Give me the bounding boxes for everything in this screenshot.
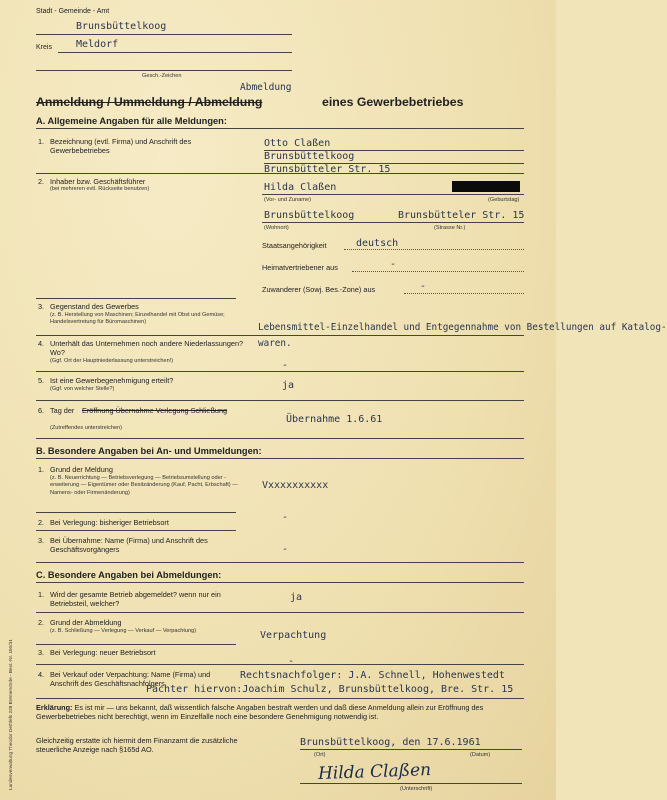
b2-number: 2. bbox=[38, 518, 45, 527]
b2-label: Bei Verlegung: bisheriger Betriebsort bbox=[50, 518, 169, 527]
datum-caption: (Datum) bbox=[470, 752, 491, 758]
erklaerung-block bbox=[36, 703, 528, 721]
a3-number: 3. bbox=[38, 302, 45, 311]
b1-note: (z. B. Neuerrichtung — Betriebsverlegung — Betriebsumstellung oder -erweiterung — Eigentümer oder Besitzänderung (Kauf, Pacht, Erbschaft) — Namens- oder Firmenänderung) bbox=[50, 475, 238, 496]
a6-label: Tag der bbox=[50, 406, 75, 415]
birthdate-redaction bbox=[452, 181, 520, 192]
c4-number: 4. bbox=[38, 670, 45, 679]
c2-note: (z. B. Schließung — Verlegung — Verkauf — Verpachtung) bbox=[50, 628, 197, 634]
kreis-value: Meldorf bbox=[76, 39, 119, 50]
gesch-zeichen-label: Gesch.-Zeichen bbox=[142, 73, 182, 79]
a3-answer-line2: waren. bbox=[258, 338, 292, 349]
a6-number: 6. bbox=[38, 406, 45, 415]
b1-number: 1. bbox=[38, 465, 45, 474]
section-b-heading: B. Besondere Angaben bei An- und Ummeldungen: bbox=[36, 446, 262, 456]
a4-label: Unterhält das Unternehmen noch andere Niederlassungen? Wo? bbox=[50, 339, 244, 357]
finanzamt-text: Gleichzeitig erstatte ich hiermit dem Finanzamt die zusätzliche steuerliche Anzeige nach §165d AO. bbox=[36, 736, 238, 754]
name-caption: (Vor- und Zuname) bbox=[264, 197, 311, 203]
a1-answer-line1: Otto Claßen bbox=[264, 138, 331, 149]
a5-number: 5. bbox=[38, 376, 45, 385]
a6-options-struck: Eröffnung Übernahme Verlegung Schließung bbox=[82, 406, 228, 415]
staat-value: deutsch bbox=[356, 238, 399, 249]
a1-label: Bezeichnung (evtl. Firma) und Anschrift des Gewerbebetriebes bbox=[50, 137, 192, 155]
a6-answer: Übernahme 1.6.61 bbox=[286, 414, 383, 425]
wohnort-caption: (Wohnort) bbox=[264, 225, 289, 231]
zuwanderer-label: Zuwanderer (Sowj. Bes.-Zone) aus bbox=[262, 285, 376, 294]
section-c-heading: C. Besondere Angaben bei Abmeldungen: bbox=[36, 570, 222, 580]
c1-number: 1. bbox=[38, 590, 45, 599]
c4-answer-line1: Rechtsnachfolger: J.A. Schnell, Hohenwestedt bbox=[240, 670, 505, 681]
c4-label: Bei Verkauf oder Verpachtung: Name (Firma) und Anschrift des Geschäftsnachfolgers bbox=[50, 670, 211, 688]
c2-number: 2. bbox=[38, 618, 45, 627]
c4-answer-line2: Pächter hiervon:Joachim Schulz, Brunsbüttelkoog, Bre. Str. 15 bbox=[146, 684, 514, 695]
stadt-value: Brunsbüttelkoog bbox=[76, 21, 167, 32]
erklaerung-heading: Erklärung: bbox=[36, 703, 73, 712]
erklaerung-text: Es ist mir — uns bekannt, daß wissentlich falsche Angaben bestraft werden und daß diese Anmeldung allein zur Eröffnung des Gewerbebetriebes nicht berechtigt, wenn im Einzelfalle noch eine besondere Genehmigung notwendig ist. bbox=[36, 703, 484, 721]
c1-answer: ja bbox=[290, 592, 303, 603]
c3-answer: - bbox=[288, 656, 295, 667]
c1-label: Wird der gesamte Betrieb abgemeldet? wenn nur ein Betriebsteil, welcher? bbox=[50, 590, 221, 608]
a4-note: (Ggf. Ort der Hauptniederlassung unterstreichen!) bbox=[50, 358, 174, 364]
kreis-label: Kreis bbox=[36, 44, 52, 51]
a3-note: (z. B. Herstellung von Maschinen; Einzelhandel mit Obst und Gemüse; Handelsvertretung für Büromaschinen) bbox=[50, 312, 225, 325]
a5-answer: ja bbox=[282, 380, 295, 391]
a2-label: Inhaber bzw. Geschäftsführer bbox=[50, 177, 146, 186]
signature: Hilda Claßen bbox=[317, 760, 432, 784]
title-rest: eines Gewerbebetriebes bbox=[322, 95, 464, 109]
a3-label: Gegenstand des Gewerbes bbox=[50, 302, 139, 311]
c2-answer: Verpachtung bbox=[260, 630, 327, 641]
printer-imprint: Landesverwaltung Theodor Dethlefs 228 Bremervörde - Best.-Nr. 150/31 bbox=[8, 639, 13, 790]
staat-label: Staatsangehörigkeit bbox=[262, 241, 327, 250]
strasse-caption: (Strasse Nr.) bbox=[434, 225, 466, 231]
a6-note: (Zutreffendes unterstreichen) bbox=[50, 425, 123, 431]
b3-number: 3. bbox=[38, 536, 45, 545]
a5-label: Ist eine Gewerbegenehmigung erteilt? bbox=[50, 376, 174, 385]
b3-answer: - bbox=[282, 544, 289, 555]
heimat-label: Heimatvertriebener aus bbox=[262, 263, 338, 272]
ort-datum-value: Brunsbüttelkoog, den 17.6.1961 bbox=[300, 737, 481, 748]
stadt-label: Stadt - Gemeinde - Amt bbox=[36, 8, 110, 15]
b1-answer: Vxxxxxxxxxx bbox=[262, 480, 329, 491]
a2-wohnort: Brunsbüttelkoog bbox=[264, 210, 355, 221]
birth-caption: (Geburtstag) bbox=[488, 197, 520, 203]
c3-label: Bei Verlegung: neuer Betriebsort bbox=[50, 648, 156, 657]
heimat-value: - bbox=[390, 259, 397, 270]
a4-answer: - bbox=[282, 360, 289, 371]
section-a-heading: A. Allgemeine Angaben für alle Meldungen: bbox=[36, 116, 227, 126]
a2-note: (bei mehreren evtl. Rückseite benutzen) bbox=[50, 186, 150, 192]
b1-label: Grund der Meldung bbox=[50, 465, 113, 474]
a4-number: 4. bbox=[38, 339, 45, 348]
a2-strasse: Brunsbütteler Str. 15 bbox=[398, 210, 525, 221]
unterschrift-caption: (Unterschrift) bbox=[400, 786, 433, 792]
ort-caption: (Ort) bbox=[314, 752, 326, 758]
c2-label: Grund der Abmeldung bbox=[50, 618, 122, 627]
c3-number: 3. bbox=[38, 648, 45, 657]
a3-answer-line1: Lebensmittel-Einzelhandel und Entgegennahme von Bestellungen auf Katalog- bbox=[258, 322, 667, 333]
a1-answer-line2: Brunsbüttelkoog bbox=[264, 151, 355, 162]
a2-name: Hilda Claßen bbox=[264, 182, 337, 193]
a1-number: 1. bbox=[38, 137, 45, 146]
zuwanderer-value: - bbox=[420, 281, 427, 292]
a1-answer-line3: Brunsbütteler Str. 15 bbox=[264, 164, 391, 175]
title-struck: Anmeldung / Ummeldung / Abmeldung bbox=[36, 95, 263, 109]
b3-label: Bei Übernahme: Name (Firma) und Anschrift des Geschäftsvorgängers bbox=[50, 536, 208, 554]
a2-number: 2. bbox=[38, 177, 45, 186]
a5-note: (Ggf. von welcher Stelle?) bbox=[50, 386, 115, 392]
title-overtyped: Abmeldung bbox=[240, 82, 292, 93]
b2-answer: - bbox=[282, 512, 289, 523]
